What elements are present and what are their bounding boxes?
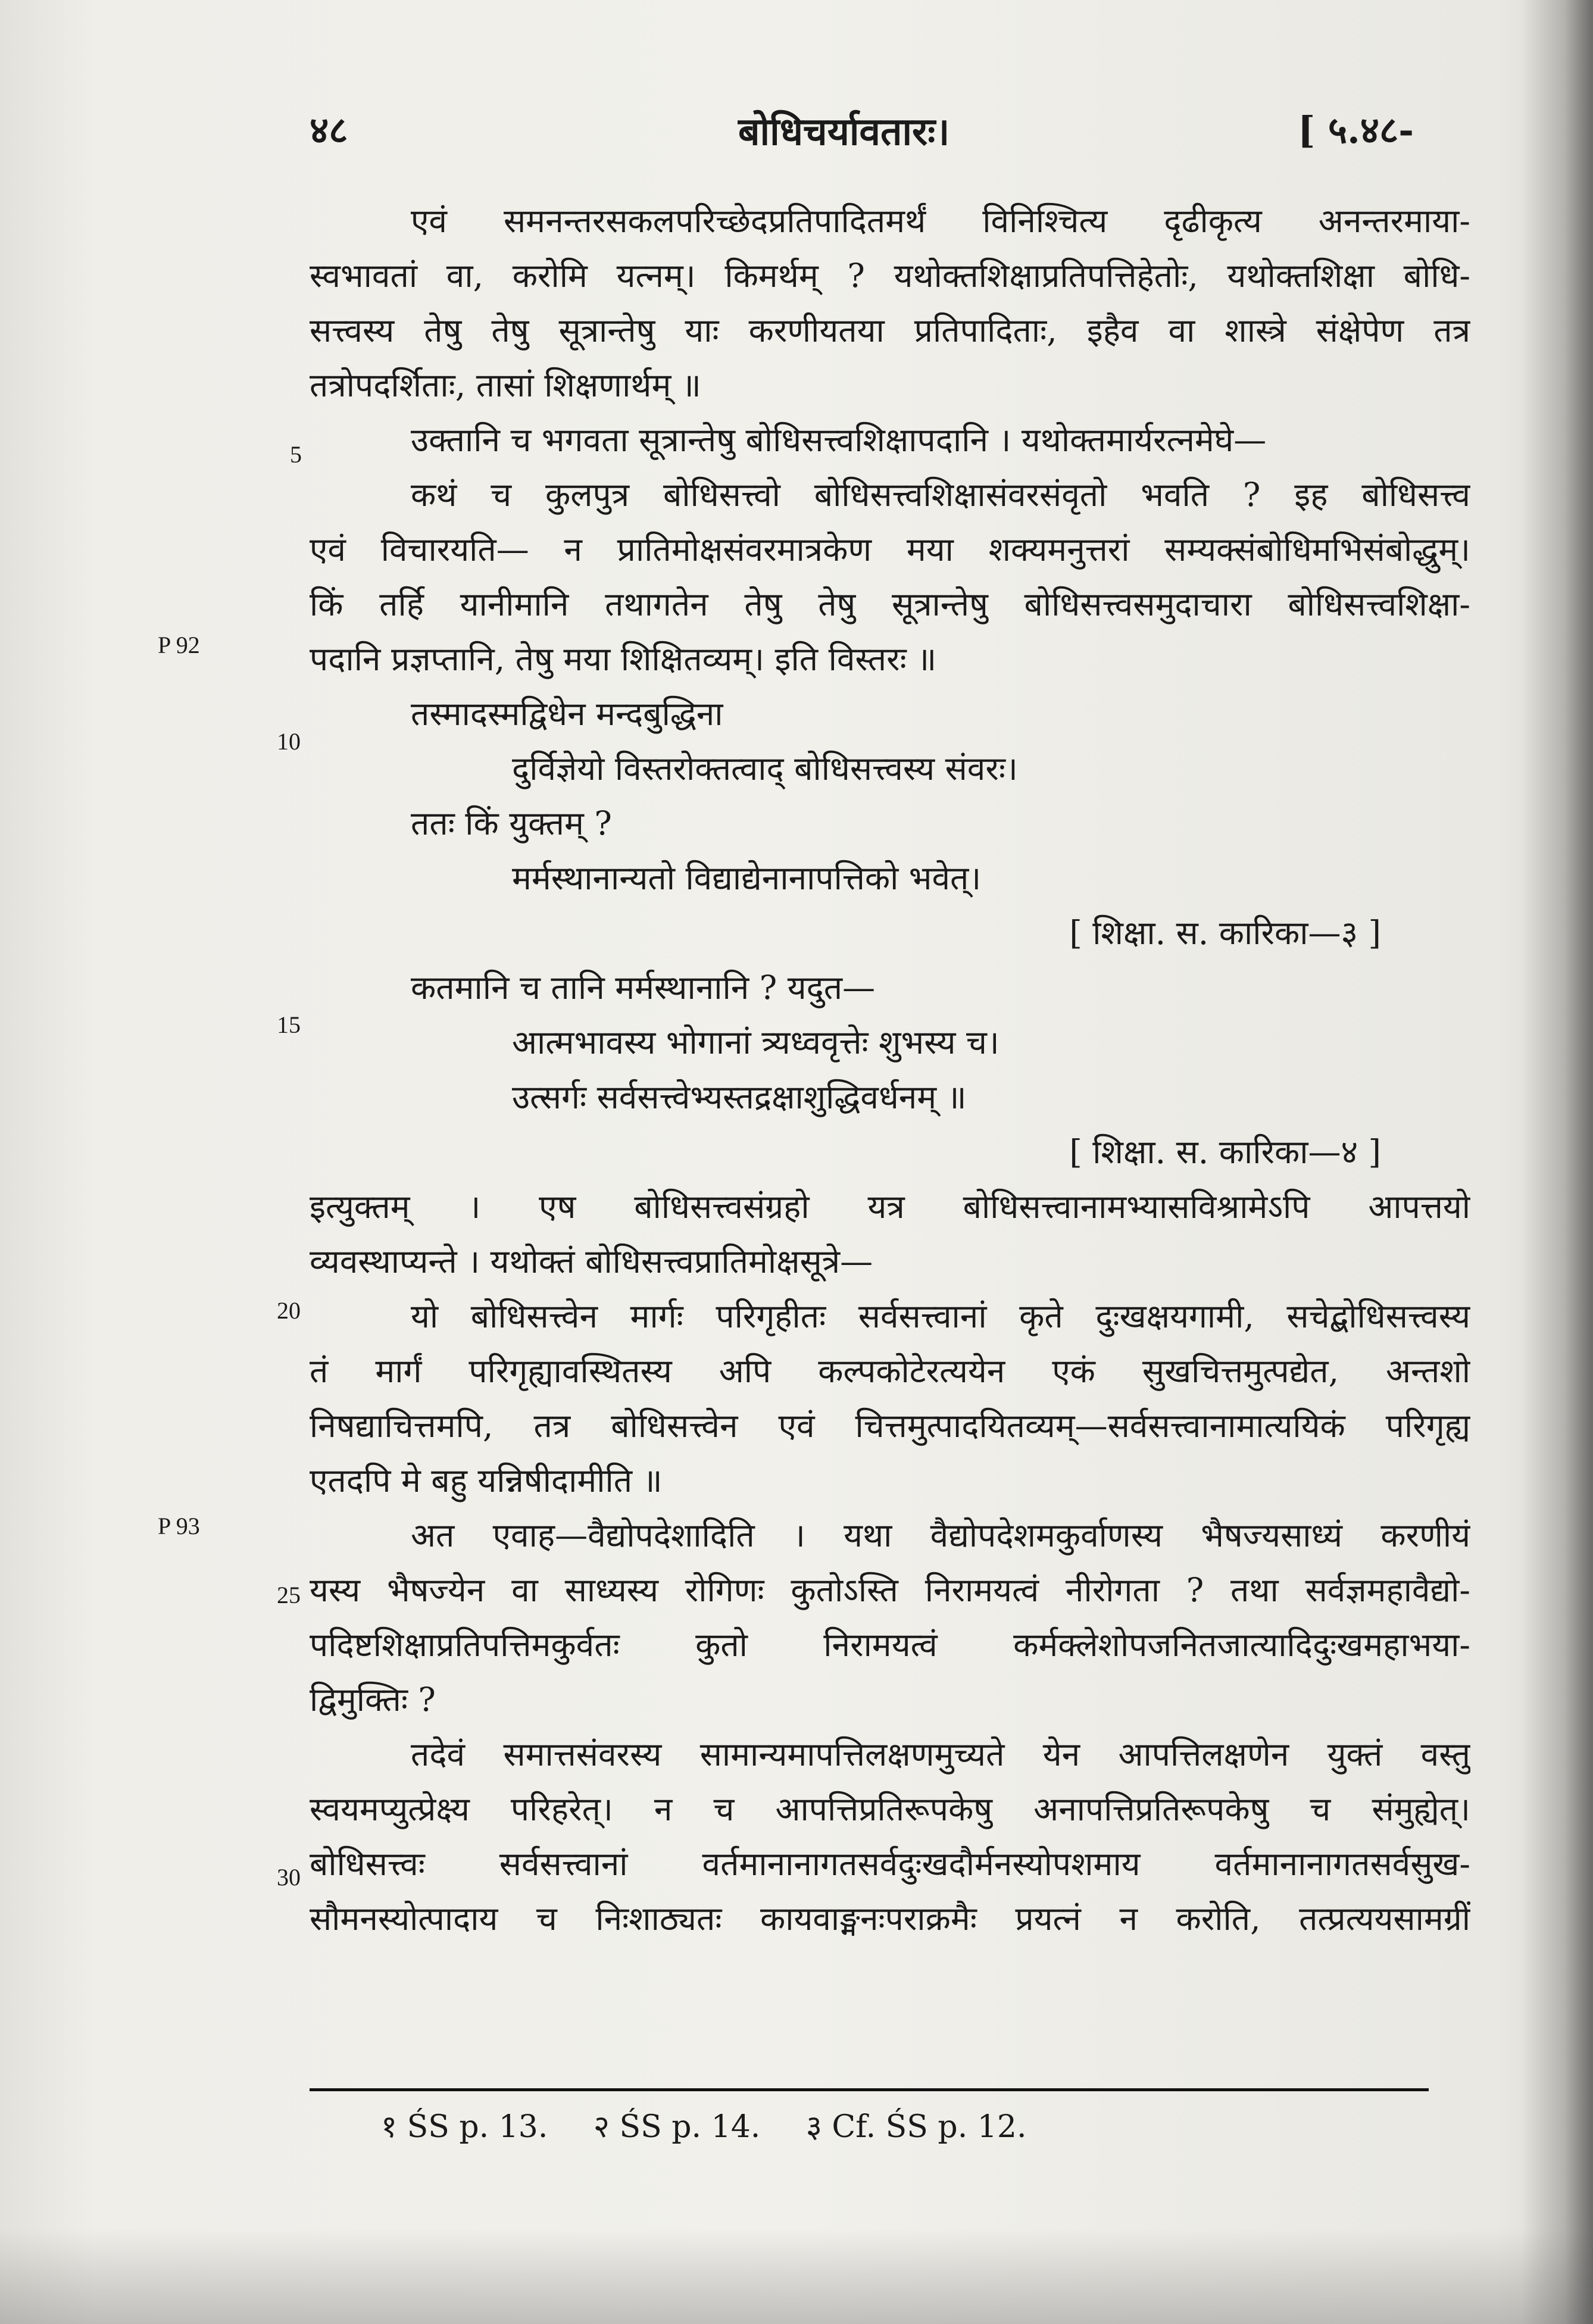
running-header — [0, 104, 1593, 158]
text-line: द्विमुक्तिः ? — [310, 1680, 436, 1719]
text-line: आत्मभावस्य भोगानां त्र्यध्ववृत्तेः शुभस्य च। — [512, 1023, 999, 1061]
page-ref-p93: P 93 — [158, 1513, 200, 1539]
text-line: इत्युक्तम् । एष बोधिसत्त्वसंग्रहो यत्र बोधिसत्त्वानामभ्यासविश्रामेऽपि आपत्तयो — [310, 1188, 1470, 1226]
text-line: यो बोधिसत्त्वेन मार्गः परिगृहीतः सर्वसत्त्वानां कृते दुःखक्षयगामी, सचेद्बोधिसत्त्वस्य — [411, 1297, 1470, 1335]
text-line: एवं विचारयति— न प्रातिमोक्षसंवरमात्रकेण मया शक्यमनुत्तरां सम्यक्संबोधिमभिसंबोद्धुम्। — [310, 530, 1470, 568]
text-line: बोधिसत्त्वः सर्वसत्त्वानां वर्तमानानागतसर्वदुःखदौर्मनस्योपशमाय वर्तमानानागतसर्वसुख- — [310, 1845, 1470, 1883]
text-line: दुर्विज्ञेयो विस्तरोक्तत्वाद् बोधिसत्त्वस्य संवरः। — [512, 749, 1018, 788]
text-line: तस्मादस्मद्विधेन मन्दबुद्धिना — [411, 695, 723, 733]
page-ref-p92: P 92 — [158, 632, 200, 658]
line-number-15: 15 — [277, 1011, 301, 1038]
text-line: कतमानि च तानि मर्मस्थानानि ? यदुत— — [411, 969, 876, 1007]
text-line: एतदपि मे बहु यन्निषीदामीति ॥ — [310, 1461, 663, 1500]
text-line: किं तर्हि यानीमानि तथागतेन तेषु तेषु सूत्रान्तेषु बोधिसत्त्वसमुदाचारा बोधिसत्त्वशिक्षा- — [310, 585, 1470, 623]
text-line: [ शिक्षा. स. कारिका—४ ] — [1069, 1133, 1381, 1171]
page-number: ४८ — [310, 108, 348, 152]
text-line: एवं समनन्तरसकलपरिच्छेदप्रतिपादितमर्थं विनिश्चित्य दृढीकृत्य अनन्तरमाया- — [411, 202, 1470, 240]
text-line: अत एवाह—वैद्योपदेशादिति । यथा वैद्योपदेशमकुर्वाणस्य भैषज्यसाध्यं करणीयं — [411, 1516, 1470, 1554]
footnote-3: ३ Cf. ŚS p. 12. — [805, 2109, 1027, 2145]
footnote-1: १ ŚS p. 13. — [381, 2109, 548, 2145]
text-line: तदेवं समात्तसंवरस्य सामान्यमापत्तिलक्षणमुच्यते येन आपत्तिलक्षणेन युक्तं वस्तु — [411, 1735, 1470, 1773]
book-title: बोधिचर्यावतारः। — [738, 110, 950, 154]
text-line: पदिष्टशिक्षाप्रतिपत्तिमकुर्वतः कुतो निरामयत्वं कर्मक्लेशोपजनितजात्यादिदुःखमहाभया- — [310, 1626, 1470, 1664]
footnotes — [381, 2104, 1062, 2147]
line-number-5: 5 — [290, 441, 302, 468]
text-line: स्वयमप्युत्प्रेक्ष्य परिहरेत्। न च आपत्तिप्रतिरूपकेषु अनापत्तिप्रतिरूपकेषु च संमुह्येत्। — [310, 1790, 1470, 1828]
line-number-20: 20 — [277, 1297, 301, 1324]
text-line: उत्सर्गः सर्वसत्त्वेभ्यस्तद्रक्षाशुद्धिवर्धनम् ॥ — [512, 1078, 967, 1116]
text-line: तत्रोपदर्शिताः, तासां शिक्षणार्थम् ॥ — [310, 366, 701, 404]
text-line: [ शिक्षा. स. कारिका—३ ] — [1069, 914, 1381, 952]
scan-shadow-right — [1522, 0, 1593, 2324]
text-line: व्यवस्थाप्यन्ते । यथोक्तं बोधिसत्त्वप्रातिमोक्षसूत्रे— — [310, 1242, 873, 1280]
text-line: उक्तानि च भगवता सूत्रान्तेषु बोधिसत्त्वशिक्षापदानि । यथोक्तमार्यरत्नमेघे— — [411, 421, 1267, 459]
footnote-rule — [310, 2088, 1429, 2091]
text-line: कथं च कुलपुत्र बोधिसत्त्वो बोधिसत्त्वशिक्षासंवरसंवृतो भवति ? इह बोधिसत्त्व — [411, 476, 1470, 514]
section-reference: [ ५.४८- — [1298, 108, 1414, 152]
line-number-10: 10 — [277, 728, 301, 755]
scan-shadow-bottom — [0, 2229, 1593, 2324]
text-line: स्वभावतां वा, करोमि यत्नम्। किमर्थम् ? यथोक्तशिक्षाप्रतिपत्तिहेतोः, यथोक्तशिक्षा बोधि- — [310, 257, 1470, 295]
line-number-25: 25 — [277, 1582, 301, 1608]
text-line: निषद्याचित्तमपि, तत्र बोधिसत्त्वेन एवं चित्तमुत्पादयितव्यम्—सर्वसत्त्वानामात्ययिकं परिगृह्य — [310, 1407, 1470, 1445]
text-line: तं मार्गं परिगृह्यावस्थितस्य अपि कल्पकोटेरत्ययेन एकं सुखचित्तमुत्पद्येत, अन्तशो — [310, 1352, 1470, 1390]
text-line: मर्मस्थानान्यतो विद्याद्येनानापत्तिको भवेत्। — [512, 859, 982, 897]
footnote-2: २ ŚS p. 14. — [593, 2109, 761, 2145]
text-line: ततः किं युक्तम् ? — [411, 804, 612, 842]
line-number-30: 30 — [277, 1864, 301, 1891]
text-line: सत्त्वस्य तेषु तेषु सूत्रान्तेषु याः करणीयतया प्रतिपादिताः, इहैव वा शास्त्रे संक्षेपेण तत्र — [310, 311, 1470, 349]
text-line: सौमनस्योत्पादाय च निःशाठ्यतः कायवाङ्मनःपराक्रमैः प्रयत्नं न करोति, तत्प्रत्ययसामग्रीं — [310, 1900, 1470, 1938]
body-text — [310, 193, 1470, 1946]
text-line: पदानि प्रज्ञप्तानि, तेषु मया शिक्षितव्यम्। इति विस्तरः ॥ — [310, 640, 937, 678]
text-line: यस्य भैषज्येन वा साध्यस्य रोगिणः कुतोऽस्ति निरामयत्वं नीरोगता ? तथा सर्वज्ञमहावैद्यो- — [310, 1571, 1470, 1609]
